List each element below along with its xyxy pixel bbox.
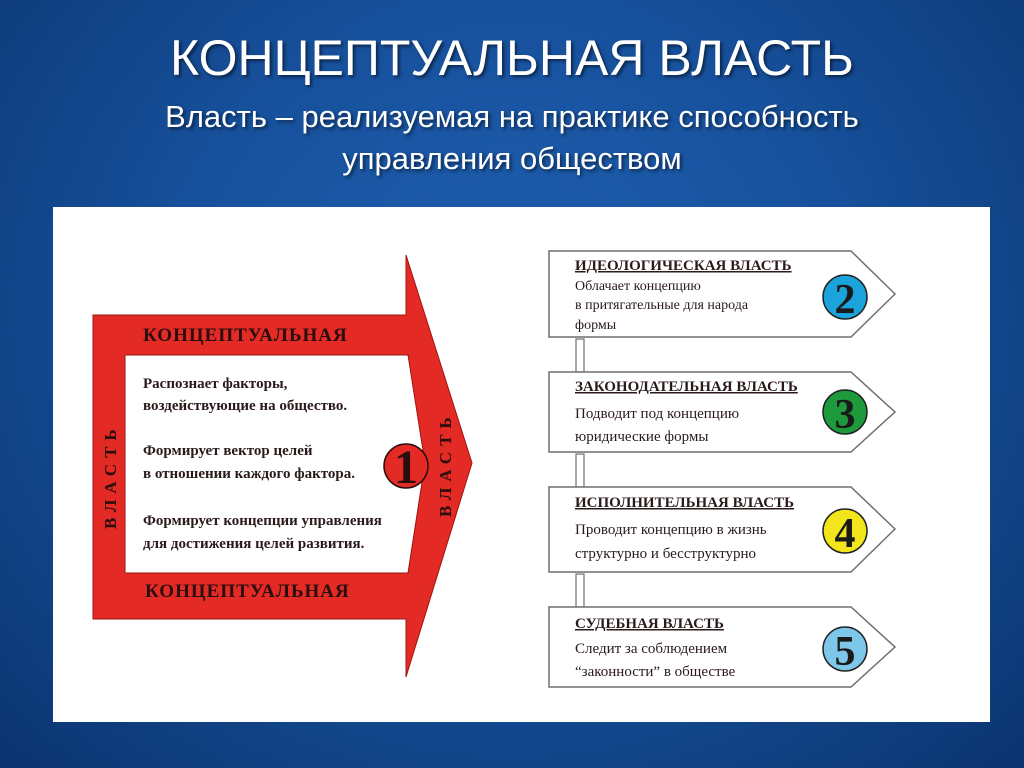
- diagram-svg: [53, 207, 990, 722]
- concept-item-1-line-2: воздействующие на общество.: [143, 398, 348, 414]
- subtitle-line-2: управления обществом: [342, 141, 682, 176]
- subtitle-line-1: Власть – реализуемая на практике способность: [165, 99, 859, 134]
- power-legislative: [549, 372, 895, 452]
- power-legislative-line-1: Подводит под концепцию: [575, 406, 740, 422]
- concept-item-3-line-1: Формирует концепции управления: [143, 513, 382, 529]
- power-ideological: [549, 251, 895, 337]
- power-judicial-line-1: Следит за соблюдением: [575, 641, 728, 657]
- power-legislative-line-2: юридические формы: [575, 429, 709, 445]
- concept-item-1-line-1: Распознает факторы,: [143, 376, 288, 392]
- power-legislative-number: 3: [834, 392, 856, 438]
- power-executive-title: ИСПОЛНИТЕЛЬНАЯ ВЛАСТЬ: [575, 495, 795, 511]
- concept-item-2-line-2: в отношении каждого фактора.: [143, 466, 356, 482]
- power-executive-line-2: структурно и бесструктурно: [575, 546, 756, 562]
- power-ideological-title: ИДЕОЛОГИЧЕСКАЯ ВЛАСТЬ: [575, 258, 792, 274]
- connector-box-2: [576, 454, 584, 487]
- power-ideological-line-3: формы: [575, 318, 617, 333]
- power-executive-number: 4: [834, 511, 856, 557]
- power-ideological-line-1: Облачает концепцию: [575, 279, 701, 294]
- concept-item-3-line-2: для достижения целей развития.: [143, 536, 365, 552]
- concept-bottom-label: КОНЦЕПТУАЛЬНАЯ: [145, 581, 350, 602]
- power-executive-line-1: Проводит концепцию в жизнь: [575, 522, 767, 538]
- concept-item-2-line-1: Формирует вектор целей: [143, 443, 313, 459]
- power-ideological-number: 2: [834, 277, 856, 323]
- power-judicial-line-2: “законности” в обществе: [575, 664, 736, 680]
- concept-left-vertical: ВЛАСТЬ: [101, 423, 120, 529]
- power-ideological-line-2: в притягательные для народа: [575, 298, 749, 313]
- slide-title: КОНЦЕПТУАЛЬНАЯ ВЛАСТЬ: [170, 30, 854, 86]
- power-judicial-number: 5: [834, 629, 856, 675]
- power-executive: [549, 487, 895, 572]
- connector-box-3: [576, 574, 584, 607]
- concept-right-vertical: ВЛАСТЬ: [436, 411, 455, 517]
- concept-number: 1: [394, 441, 418, 494]
- concept-top-label: КОНЦЕПТУАЛЬНАЯ: [143, 325, 348, 346]
- power-legislative-title: ЗАКОНОДАТЕЛЬНАЯ ВЛАСТЬ: [575, 379, 798, 395]
- power-judicial: [549, 607, 895, 687]
- diagram-panel: [53, 207, 990, 722]
- slide-subtitle: [100, 96, 924, 180]
- power-judicial-title: СУДЕБНАЯ ВЛАСТЬ: [575, 616, 724, 632]
- connector-box-1: [576, 339, 584, 372]
